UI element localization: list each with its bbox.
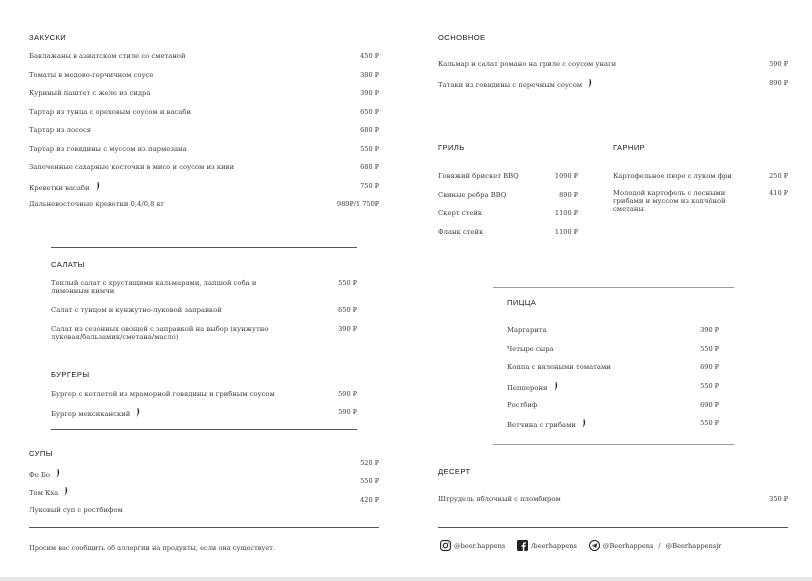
menu-item <box>438 495 788 507</box>
divider <box>29 527 379 528</box>
item-price: 390 ₽ <box>338 325 357 333</box>
section-title: ГРИЛЬ <box>438 143 465 152</box>
item-price: 590 ₽ <box>769 60 788 68</box>
item-price: 550 ₽ <box>338 279 357 287</box>
section-title: ДЕСЕРТ <box>438 467 471 476</box>
section-salaty <box>51 260 357 350</box>
item-price: 520 ₽ <box>360 459 379 467</box>
divider <box>51 247 357 248</box>
menu-item <box>438 191 578 203</box>
section-title: ПИЦЦА <box>507 298 537 307</box>
menu-item <box>438 79 788 91</box>
item-name: Тартар из тунца с ореховым соусом и васаби <box>29 108 191 116</box>
menu-item <box>51 325 357 343</box>
item-name: Салат с тунцом и кунжутно-луковой заправкой <box>51 306 222 314</box>
section-title: ЗАКУСКИ <box>29 33 67 42</box>
item-price: 390 ₽ <box>360 89 379 97</box>
menu-item <box>613 189 788 217</box>
instagram-handle[interactable]: @beer.happens <box>454 541 506 550</box>
facebook-handle[interactable]: /beerhappens <box>531 541 577 550</box>
item-name: Картофельное пюре с луком фри <box>613 172 732 180</box>
menu-item <box>29 89 379 101</box>
item-name: Дальневосточные креветки 0,4/0,8 кг <box>29 200 165 208</box>
item-name: Маргарита <box>507 326 547 334</box>
item-price: 550 ₽ <box>700 345 719 353</box>
menu-item <box>51 408 357 420</box>
item-name: Пепперони <box>507 384 548 392</box>
divider <box>438 527 788 528</box>
item-price: 450 ₽ <box>360 52 379 60</box>
section-title: БУРГЕРЫ <box>51 370 90 379</box>
item-name: Фланк стейк <box>438 228 484 236</box>
item-name: Бургер мексиканский <box>51 410 131 418</box>
item-price: 390 ₽ <box>700 326 719 334</box>
item-price: 980₽/1 750₽ <box>336 200 379 208</box>
chili-pepper-icon <box>585 79 593 89</box>
menu-item <box>29 163 379 175</box>
item-name: Бургер с котлетой из мраморной говядины и грибным соусом <box>51 390 275 398</box>
item-price: 1100 ₽ <box>554 228 578 236</box>
item-name: Салат из сезонных овощей с заправкой на выбор (кунжутно луковая/бальзамик/сметана/масло) <box>51 325 269 342</box>
item-price: 680 ₽ <box>360 163 379 171</box>
menu-item <box>29 200 379 212</box>
item-name: Запеченные сахарные косточки в мисо и соусом из киви <box>29 163 234 171</box>
chili-pepper-icon <box>133 408 141 418</box>
divider <box>493 444 734 445</box>
chili-pepper-icon <box>579 419 587 429</box>
section-title: СУПЫ <box>29 449 53 458</box>
item-price: 550 ₽ <box>360 477 379 485</box>
menu-item <box>51 279 357 297</box>
menu-item <box>507 401 719 413</box>
item-price: 1090 ₽ <box>554 172 578 180</box>
item-price: 420 ₽ <box>360 496 379 504</box>
item-price: 250 ₽ <box>769 172 788 180</box>
facebook-icon[interactable] <box>517 540 528 551</box>
item-name: Штрудель яблочный с пломбиром <box>438 495 561 503</box>
item-name: Ростбиф <box>507 401 538 409</box>
menu-item <box>507 326 719 338</box>
menu-item <box>507 363 719 375</box>
section-gril <box>438 143 578 243</box>
item-name: Коппа с вялеными томатами <box>507 363 611 371</box>
item-price: 550 ₽ <box>700 419 719 427</box>
menu-item <box>438 60 788 72</box>
item-price: 590 ₽ <box>338 408 357 416</box>
menu-item <box>507 345 719 357</box>
item-name: Скерт стейк <box>438 209 483 217</box>
item-price: 650 ₽ <box>338 306 357 314</box>
item-name: Баклажаны в азиатском стиле со сметаной <box>29 52 186 60</box>
item-price: 410 ₽ <box>769 189 788 197</box>
menu-item <box>29 126 379 138</box>
item-price: 550 ₽ <box>700 382 719 390</box>
telegram-handle[interactable]: @Beerhappens <box>602 541 654 550</box>
item-price: 590 ₽ <box>338 390 357 398</box>
menu-item <box>507 419 719 431</box>
item-price: 890 ₽ <box>769 79 788 87</box>
menu-item <box>438 209 578 221</box>
item-name: Татаки из говядины с перечным соусом <box>438 81 583 89</box>
item-name: Кальмар и салат романо на гриле с соусом унаги <box>438 60 617 68</box>
section-garnir <box>613 143 788 223</box>
menu-item <box>613 172 788 184</box>
item-name: Том Кха <box>29 489 59 497</box>
item-price: 550 ₽ <box>360 145 379 153</box>
menu-item <box>51 390 357 402</box>
divider <box>51 429 357 430</box>
social-links <box>440 540 721 551</box>
divider <box>493 287 734 288</box>
item-name: Тартар из говядины с муссом из пармезана <box>29 145 187 153</box>
item-price: 1100 ₽ <box>554 209 578 217</box>
allergy-note: Просим вас сообщить об аллергии на продукты, если она существует. <box>29 544 275 552</box>
menu-item <box>29 145 379 157</box>
menu-item <box>51 306 357 318</box>
item-name: Свиные ребра BBQ <box>438 191 507 199</box>
item-price: 890 ₽ <box>559 191 578 199</box>
menu-item <box>29 496 379 518</box>
section-title: САЛАТЫ <box>51 260 85 269</box>
section-burgery <box>51 370 357 422</box>
menu-item <box>29 108 379 120</box>
separator: / <box>658 541 661 550</box>
menu-item <box>438 172 578 184</box>
menu-item <box>29 52 379 64</box>
menu-item <box>29 71 379 83</box>
chili-pepper-icon <box>551 382 559 392</box>
telegram-icon[interactable] <box>589 540 600 551</box>
item-name: Креветки васаби <box>29 184 90 192</box>
item-name: Теплый салат с хрустящими кальмарами, лапшой соба и лимонным кимчи <box>51 279 257 296</box>
menu-item <box>507 382 719 394</box>
page-bottom-edge <box>0 577 812 581</box>
item-name: Луковый суп с ростбифом <box>29 506 123 514</box>
instagram-icon[interactable] <box>440 540 451 551</box>
section-pizza <box>507 298 719 438</box>
item-name: Фо Бо <box>29 471 50 479</box>
item-price: 650 ₽ <box>360 108 379 116</box>
item-name: Четыре сыра <box>507 345 554 353</box>
section-desert <box>438 467 788 512</box>
menu-item <box>438 228 578 240</box>
item-price: 680 ₽ <box>360 126 379 134</box>
section-zakuski <box>29 33 379 213</box>
menu-item <box>29 182 379 194</box>
item-price: 690 ₽ <box>700 363 719 371</box>
section-title: ГАРНИР <box>613 143 646 152</box>
item-price: 750 ₽ <box>360 182 379 190</box>
item-name: Ветчина с грибами <box>507 421 576 429</box>
section-supy <box>29 449 379 519</box>
telegram-handle-2[interactable]: @Beerhappensjr <box>665 541 722 550</box>
section-osnovnoe <box>438 33 788 93</box>
item-name: Тартар из лосося <box>29 126 92 134</box>
item-name: Томаты в медово-горчичном соусе <box>29 71 154 79</box>
item-name: Куриный паштет с желе из сидра <box>29 89 151 97</box>
item-price: 690 ₽ <box>700 401 719 409</box>
chili-pepper-icon <box>93 182 101 192</box>
item-price: 350 ₽ <box>769 495 788 503</box>
item-price: 380 ₽ <box>360 71 379 79</box>
section-title: ОСНОВНОЕ <box>438 33 486 42</box>
item-name: Молодой картофель с лесными грибами и муссом из копчёной сметаны <box>613 189 726 214</box>
item-name: Говяжий брискет BBQ <box>438 172 519 180</box>
